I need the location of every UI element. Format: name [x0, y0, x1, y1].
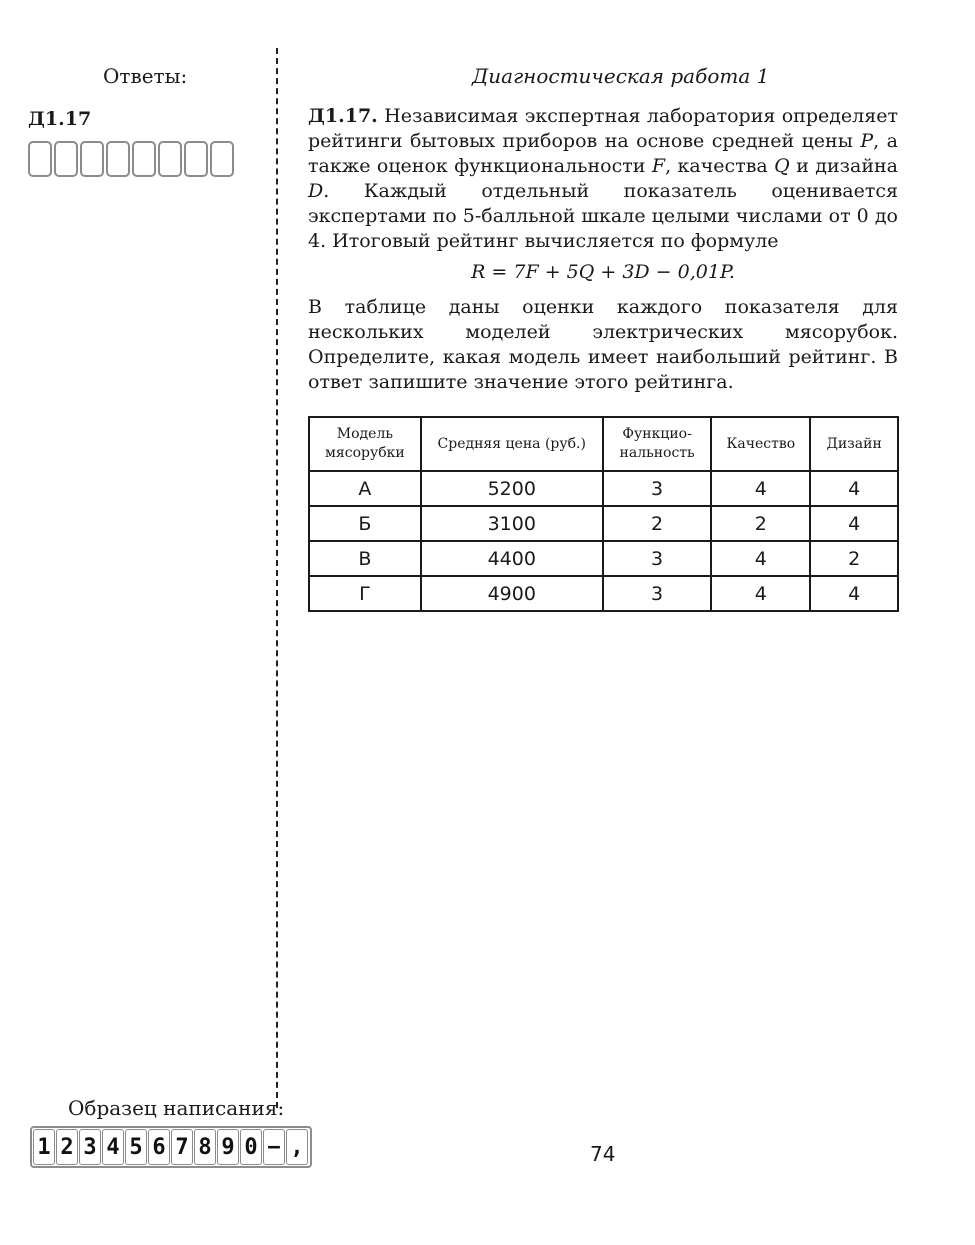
table-row	[309, 506, 898, 541]
sample-char: −	[263, 1129, 285, 1165]
sample-char: 1	[33, 1129, 55, 1165]
header-quality: Качество	[711, 417, 810, 471]
cell-functionality: 2	[603, 506, 712, 541]
problem-paragraph-2: В таблице даны оценки каждого показателя для нескольких моделей электрических мясорубок. Определите, какая модель имеет наибольший рейтинг. В ответ запишите значение этого рейтинга.	[308, 296, 898, 393]
cell-functionality: 3	[603, 471, 712, 506]
cell-model: В	[309, 541, 421, 576]
sample-char: ,	[286, 1129, 308, 1165]
problem-text: , качества	[665, 155, 775, 177]
cell-design: 4	[810, 576, 898, 611]
answer-box[interactable]	[210, 141, 234, 177]
cell-functionality: 3	[603, 541, 712, 576]
cell-design: 4	[810, 506, 898, 541]
cell-model: Г	[309, 576, 421, 611]
answer-box[interactable]	[54, 141, 78, 177]
cell-model: А	[309, 471, 421, 506]
header-design: Дизайн	[810, 417, 898, 471]
sample-char: 2	[56, 1129, 78, 1165]
answers-title: Ответы:	[103, 64, 188, 88]
column-divider	[276, 48, 278, 1108]
answer-box[interactable]	[184, 141, 208, 177]
table-header-row	[309, 417, 898, 471]
cell-design: 2	[810, 541, 898, 576]
answer-label: Д1.17	[28, 108, 92, 130]
sample-char: 6	[148, 1129, 170, 1165]
page-number: 74	[590, 1142, 616, 1166]
sample-char: 8	[194, 1129, 216, 1165]
table-row	[309, 541, 898, 576]
problem-text: и дизайна	[789, 155, 898, 177]
sample-char: 9	[217, 1129, 239, 1165]
answer-boxes	[28, 141, 236, 177]
cell-price: 5200	[421, 471, 603, 506]
table-row	[309, 471, 898, 506]
ratings-table	[308, 416, 899, 612]
variable-q: Q	[774, 155, 790, 177]
problem-statement	[308, 104, 898, 395]
cell-functionality: 3	[603, 576, 712, 611]
cell-design: 4	[810, 471, 898, 506]
variable-d: D	[308, 180, 324, 202]
header-model: Модель мясорубки	[309, 417, 421, 471]
header-price: Средняя цена (руб.)	[421, 417, 603, 471]
sample-char: 3	[79, 1129, 101, 1165]
sample-label: Образец написания:	[68, 1096, 285, 1120]
sample-char: 5	[125, 1129, 147, 1165]
cell-quality: 2	[711, 506, 810, 541]
variable-f: F	[651, 155, 666, 177]
cell-price: 4400	[421, 541, 603, 576]
sample-char: 0	[240, 1129, 262, 1165]
answer-box[interactable]	[132, 141, 156, 177]
table-row	[309, 576, 898, 611]
cell-quality: 4	[711, 541, 810, 576]
problem-text: , а также оценок функциональности	[308, 130, 898, 177]
page-header-title: Диагностическая работа 1	[472, 64, 770, 88]
problem-text: . Каждый отдельный показатель оценивается экспертами по 5-балльной шкале целыми числами от 0 до 4. Итоговый рейтинг вычисляется по формуле	[308, 180, 898, 252]
problem-number: Д1.17.	[308, 105, 378, 127]
rating-formula: R = 7F + 5Q + 3D − 0,01P.	[471, 261, 735, 283]
problem-paragraph-1	[308, 104, 898, 254]
answer-box[interactable]	[80, 141, 104, 177]
header-functionality: Функцио-нальность	[603, 417, 712, 471]
cell-model: Б	[309, 506, 421, 541]
cell-quality: 4	[711, 576, 810, 611]
sample-char: 4	[102, 1129, 124, 1165]
answer-box[interactable]	[28, 141, 52, 177]
answer-box[interactable]	[158, 141, 182, 177]
answer-box[interactable]	[106, 141, 130, 177]
problem-text: Независимая экспертная лаборатория определяет рейтинги бытовых приборов на основе средней цены	[308, 105, 898, 152]
cell-price: 3100	[421, 506, 603, 541]
sample-char: 7	[171, 1129, 193, 1165]
variable-p: P	[860, 130, 874, 152]
sample-writing-boxes	[30, 1126, 312, 1168]
cell-price: 4900	[421, 576, 603, 611]
cell-quality: 4	[711, 471, 810, 506]
